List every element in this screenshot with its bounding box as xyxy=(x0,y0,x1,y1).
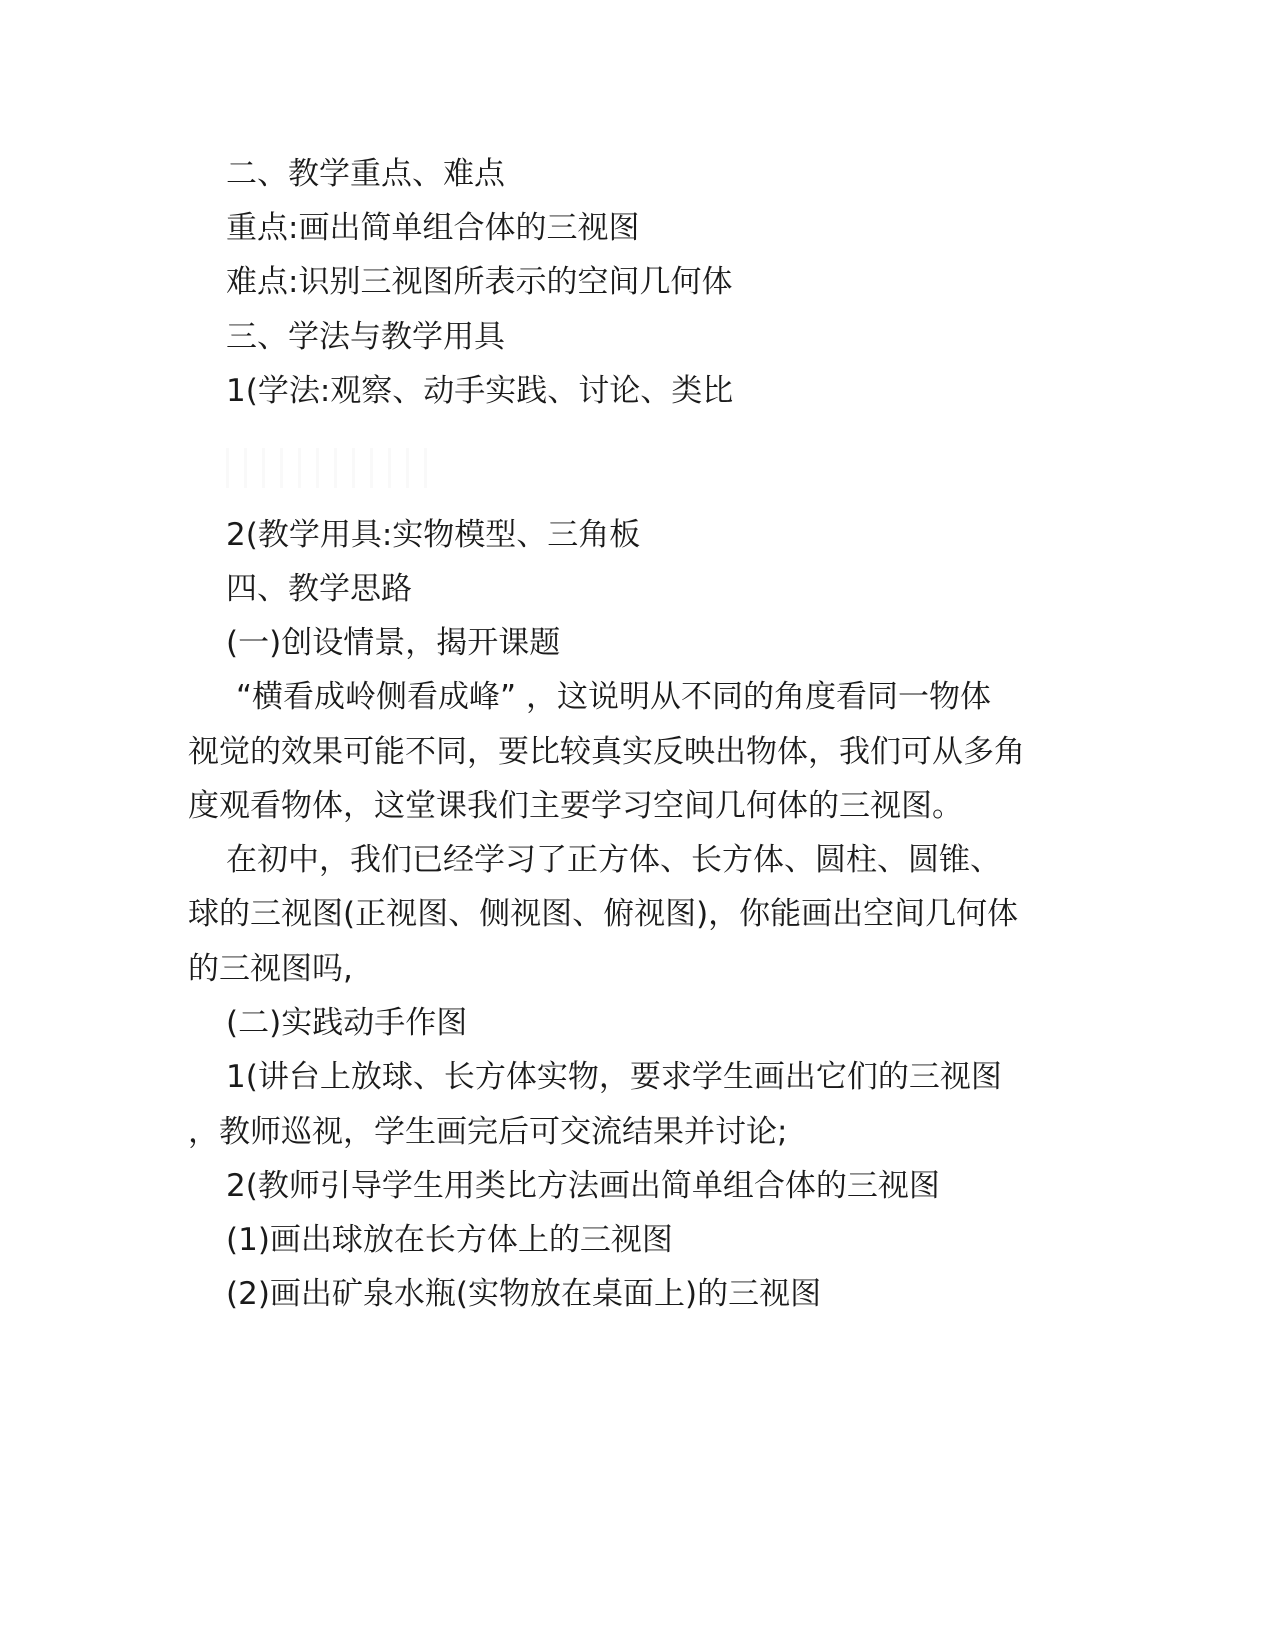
difficult-point-line: 难点:识别三视图所表示的空间几何体 xyxy=(226,264,733,300)
paragraph-line: 视觉的效果可能不同，要比较真实反映出物体，我们可从多角 xyxy=(188,734,1025,770)
paragraph-line: 在初中，我们已经学习了正方体、长方体、圆柱、圆锥、 xyxy=(226,842,1001,878)
paragraph-line: “横看成岭侧看成峰” ，这说明从不同的角度看同一物体 xyxy=(236,679,991,715)
subheading-practice: (二)实践动手作图 xyxy=(226,1005,468,1041)
paragraph-line: 的三视图吗, xyxy=(188,951,353,987)
key-point-line: 重点:画出简单组合体的三视图 xyxy=(226,210,640,246)
paragraph-line: 度观看物体，这堂课我们主要学习空间几何体的三视图。 xyxy=(188,788,963,824)
teaching-tools-line: 2(教学用具:实物模型、三角板 xyxy=(226,517,641,553)
faint-smudge-mark xyxy=(226,448,436,488)
list-item: (2)画出矿泉水瓶(实物放在桌面上)的三视图 xyxy=(226,1276,822,1312)
paragraph-line: 球的三视图(正视图、侧视图、俯视图)，你能画出空间几何体 xyxy=(188,896,1019,932)
paragraph-line: 2(教师引导学生用类比方法画出简单组合体的三视图 xyxy=(226,1168,940,1204)
learning-method-line: 1(学法:观察、动手实践、讨论、类比 xyxy=(226,373,734,409)
heading-teaching-ideas: 四、教学思路 xyxy=(226,571,412,607)
heading-learning-methods: 三、学法与教学用具 xyxy=(226,319,505,355)
list-item: (1)画出球放在长方体上的三视图 xyxy=(226,1222,673,1258)
subheading-scenario: (一)创设情景，揭开课题 xyxy=(226,625,561,661)
paragraph-line: 1(讲台上放球、长方体实物，要求学生画出它们的三视图 xyxy=(226,1059,1002,1095)
paragraph-line: ，教师巡视，学生画完后可交流结果并讨论; xyxy=(188,1114,788,1150)
heading-key-points: 二、教学重点、难点 xyxy=(226,156,505,192)
